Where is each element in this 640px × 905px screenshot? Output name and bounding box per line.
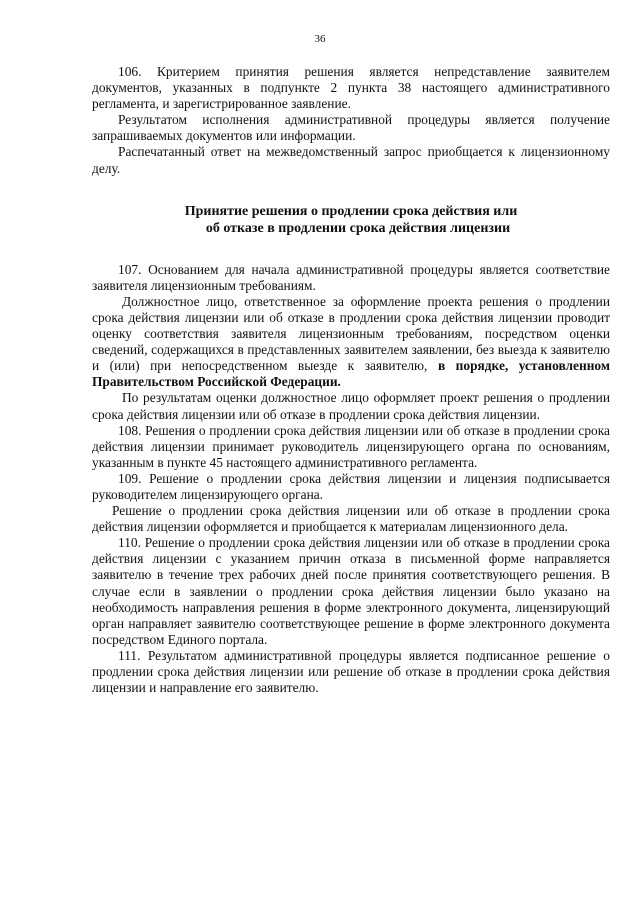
paragraph-107-official-bold: в порядке, установленном Правительством Российской Федерации. (92, 358, 610, 390)
paragraph-110: 110. Решение о продлении срока действия лицензии или об отказе в продлении срока действия лицензии с указанием причин отказа в письменной форме направляется заявителю в течение трех рабочих дней после принятия соответствующего решения. В случае если в заявлении о продлении срока действия лицензии было указано на необходимость направления решения в форме электронного документа, лицензирующий орган направляет заявителю соответствующее решение в форме электронного документа посредством Единого портала. (92, 535, 610, 647)
paragraph-106: 106. Критерием принятия решения является непредставление заявителем документов, указанных в подпункте 2 пункта 38 настоящего административного регламента, и зарегистрированное заявление. (92, 64, 610, 112)
page-number: 36 (314, 33, 326, 45)
section-heading-line-2: об отказе в продлении срока действия лицензии (205, 220, 511, 236)
page-content (92, 64, 610, 696)
paragraph-107-official-text: Должностное лицо, ответственное за оформление проекта решения о продлении срока действия лицензии или об отказе в продлении срока действия лицензии проводит оценку соответствия заявителя лицензионным требованиям, посредством оценки сведений, содержащихся в представленных заявителем заявлении, без выезда к заявителю и (или) при непосредственном выезде к заявителю, (92, 293, 610, 374)
paragraph-106-result: Результатом исполнения административной процедуры является получение запрашиваемых документов или информации. (92, 112, 610, 144)
paragraph-111: 111. Результатом административной процедуры является подписанное решение о продлении срока действия лицензии или решение об отказе в продлении срока действия лицензии и направление его заявителю. (92, 647, 610, 696)
paragraph-106-printed-response: Распечатанный ответ на межведомственный запрос приобщается к лицензионному делу. (92, 144, 610, 176)
section-heading-line-1: Принятие решения о продлении срока действия или (184, 203, 518, 219)
paragraph-107-official (92, 294, 610, 391)
paragraph-107-result: По результатам оценки должностное лицо оформляет проект решения о продлении срока действия лицензии или об отказе в продлении срока действия лицензии. (92, 390, 610, 422)
paragraph-108: 108. Решения о продлении срока действия лицензии или об отказе в продлении срока действия лицензии принимает руководитель лицензирующего органа по основаниям, указанным в пункте 45 настоящего административного регламента. (92, 422, 610, 470)
paragraph-109-decision: Решение о продлении срока действия лицензии или об отказе в продлении срока действия лицензии оформляется и приобщается к материалам лицензионного дела. (92, 503, 610, 535)
paragraph-109: 109. Решение о продлении срока действия лицензии и лицензия подписывается руководителем лицензирующего органа. (92, 470, 610, 502)
paragraph-107: 107. Основанием для начала административной процедуры является соответствие заявителя лицензионным требованиям. (92, 261, 610, 293)
section-heading (92, 203, 610, 237)
